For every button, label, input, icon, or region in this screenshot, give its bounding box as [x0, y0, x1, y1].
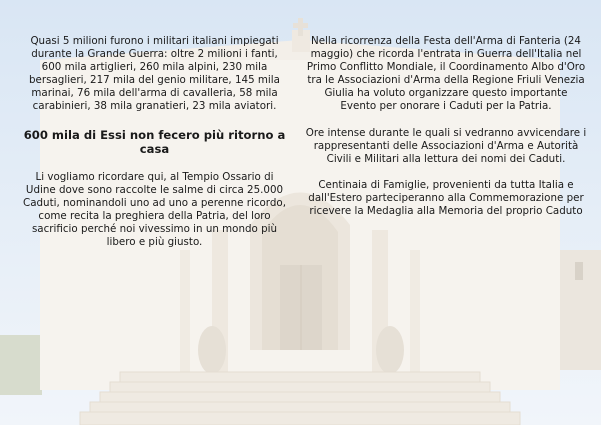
left-column	[22, 35, 287, 249]
left-statue	[198, 326, 226, 374]
left-paragraph-2: Li vogliamo ricordare qui, al Tempio Ossario di Udine dove sono raccolte le salme di circa 25.000 Caduti, nominandoli uno ad uno a perenne ricordo, come recita la preghiera della Patria, del loro sacrificio perché noi vivessimo in un mondo più libero e più giusto.	[23, 170, 286, 249]
right-paragraph-2: Ore intense durante le quali si vedranno avvicendare i rappresentanti delle Associazioni d'Arma e Autorità Civili e Militari alla lettura dei nomi dei Caduti.	[305, 126, 587, 165]
right-column	[305, 35, 587, 218]
right-paragraph-1: Nella ricorrenza della Festa dell'Arma di Fanteria (24 maggio) che ricorda l'entrata in Guerra dell'Italia nel Primo Conflitto Mondiale, il Coordinamento Albo d'Oro tra le Associazioni d'Arma della Regione Friuli Venezia Giulia ha voluto organizzare questo importante Evento per onorare i Caduti per la Patria.	[306, 35, 586, 113]
left-trees	[0, 335, 42, 395]
left-paragraph-1: Quasi 5 milioni furono i militari italiani impiegati durante la Grande Guerra: oltre 2 milioni i fanti, 600 mila artiglieri, 260 mila alpini, 230 mila bersaglieri, 217 mila del genio militare, 145 mila marinai, 76 mila dell'arma di cavalleria, 58 mila carabinieri, 38 mila granatieri, 23 mila aviatori.	[29, 35, 280, 113]
church-steps	[80, 372, 520, 425]
headline: 600 mila di Essi non fecero più ritorno a casa	[23, 127, 286, 157]
right-statue	[376, 326, 404, 374]
right-paragraph-3: Centinaia di Famiglie, provenienti da tutta Italia e dall'Estero parteciperanno alla Commemorazione per ricevere la Medaglia alla Memoria del proprio Caduto	[308, 178, 584, 218]
